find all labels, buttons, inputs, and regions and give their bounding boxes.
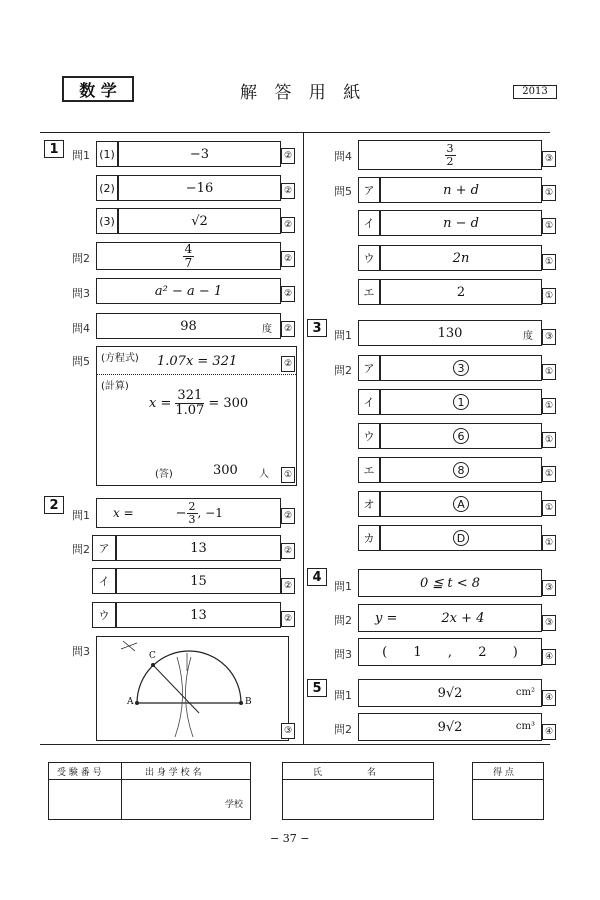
s3-q2-o-value: A [453, 496, 469, 512]
s4-q3-points: ④ [542, 649, 556, 665]
s2-q1-points: ② [281, 508, 295, 524]
s1-q1-1-sub: (1) [96, 141, 118, 167]
s5-q1-answer[interactable] [358, 679, 542, 707]
s4-q2-lhs: y = [375, 610, 398, 626]
s4-q1-points: ③ [542, 580, 556, 596]
s5-q2-points: ④ [542, 724, 556, 740]
s1-q4-label: 問4 [72, 322, 90, 335]
s2-q2-a-value: 13 [190, 540, 207, 556]
s3-q2-a-points: ① [542, 364, 556, 380]
s1-q2-fraction [183, 243, 195, 269]
s1-r-q4-points: ③ [542, 151, 556, 167]
s3-q2-ka-answer[interactable] [380, 525, 542, 551]
s1-q5-equation: 1.07x = 321 [157, 354, 238, 369]
s3-q2-u-value: 6 [453, 428, 469, 444]
page-title: 解 答 用 紙 [240, 83, 367, 103]
section-5-number: 5 [307, 679, 327, 697]
s1-q5-calc-denominator: 1.07 [175, 402, 205, 418]
s2-q3-points: ③ [281, 723, 295, 739]
s1-q1-1-points: ② [281, 148, 295, 164]
section-4-number: 4 [307, 568, 327, 586]
geometry-construction [97, 637, 290, 742]
s5-q1-label: 問1 [334, 689, 352, 702]
s3-q1-label: 問1 [334, 329, 352, 342]
s1-r-q4-answer[interactable] [358, 140, 542, 170]
s1-q3-points: ② [281, 286, 295, 302]
s1-q5-equation-label: (方程式) [101, 353, 139, 364]
s1-r-q5-a-answer[interactable] [380, 177, 542, 203]
s3-q2-o-sub: オ [358, 491, 380, 517]
s4-q1-label: 問1 [334, 580, 352, 593]
s3-q1-points: ③ [542, 329, 556, 345]
s4-q1-answer[interactable] [358, 569, 542, 597]
school-label: 出 身 学 校 名 [145, 768, 202, 778]
s2-q1-fraction [187, 501, 198, 525]
s1-r-q5-a-value: n + d [443, 182, 479, 198]
page-number: − 37 − [270, 832, 310, 845]
point-b-label: B [245, 697, 252, 707]
s2-q2-a-answer[interactable] [116, 535, 281, 561]
s1-q3-answer[interactable] [96, 278, 281, 304]
s2-q1-lhs: x = [113, 506, 134, 520]
s1-q5-label: 問5 [72, 355, 90, 368]
s1-q1-2-answer[interactable] [118, 175, 281, 201]
s1-q4-answer[interactable] [96, 313, 281, 339]
s1-r-q5-label: 問5 [334, 185, 352, 198]
s1-r-q5-i-points: ① [542, 218, 556, 234]
subject-box [62, 76, 134, 102]
s1-r-q5-u-answer[interactable] [380, 245, 542, 271]
s1-q1-3-points: ② [281, 217, 295, 233]
s2-q1-answer[interactable] [96, 498, 281, 528]
s3-q2-ka-points: ① [542, 535, 556, 551]
s1-q2-label: 問2 [72, 252, 90, 265]
s5-q2-answer[interactable] [358, 713, 542, 741]
s5-q1-unit: cm² [515, 687, 535, 698]
s2-q2-u-value: 13 [190, 607, 207, 623]
s2-q1-numerator: 2 [188, 499, 196, 513]
s3-q2-label: 問2 [334, 364, 352, 377]
s1-q5-calc-rhs: = 300 [208, 395, 249, 411]
column-divider [303, 132, 304, 744]
s1-q5-dotted-divider [97, 374, 296, 375]
s1-r-q5-u-sub: ウ [358, 245, 380, 271]
s1-q2-answer[interactable] [96, 242, 281, 270]
exam-info-divider [121, 763, 122, 819]
bottom-rule [40, 744, 550, 745]
s3-q2-i-value: 1 [453, 394, 469, 410]
s2-q2-i-points: ② [281, 578, 295, 594]
s3-q2-u-sub: ウ [358, 423, 380, 449]
s4-q3-label: 問3 [334, 648, 352, 661]
s3-q2-i-points: ① [542, 398, 556, 414]
s2-q1-rest: , −1 [197, 506, 223, 520]
s3-q1-answer[interactable] [358, 320, 542, 346]
s4-q3-close: ) [512, 644, 518, 660]
score-label: 得 点 [493, 768, 514, 778]
s4-q2-points: ③ [542, 615, 556, 631]
s1-r-q5-e-sub: エ [358, 279, 380, 305]
s1-r-q5-e-value: 2 [456, 284, 466, 300]
s5-q2-value: 9√2 [437, 719, 463, 735]
s3-q2-a-value: 3 [453, 360, 469, 376]
s1-q5-answer-unit: 人 [259, 469, 269, 480]
s2-q2-i-sub: イ [92, 568, 116, 594]
s1-r-q5-e-answer[interactable] [380, 279, 542, 305]
s2-q1-label: 問1 [72, 509, 90, 522]
s2-q1-denominator: 3 [188, 512, 196, 526]
s1-r-q5-i-value: n − d [443, 215, 479, 231]
s3-q2-i-sub: イ [358, 389, 380, 415]
s1-q5-calc-lhs: x = [149, 395, 172, 411]
s1-r-q5-i-sub: イ [358, 210, 380, 236]
s2-q2-u-answer[interactable] [116, 602, 281, 628]
s4-q2-answer[interactable] [358, 604, 542, 632]
s1-r-q5-i-answer[interactable] [380, 210, 542, 236]
s3-q2-u-answer[interactable] [380, 423, 542, 449]
s4-q2-label: 問2 [334, 614, 352, 627]
s4-q2-rhs: 2x + 4 [441, 610, 485, 626]
year-box: 2013 [513, 85, 557, 99]
s1-q1-2-points: ② [281, 183, 295, 199]
s3-q2-a-sub: ア [358, 355, 380, 381]
s5-q1-value: 9√2 [437, 685, 463, 701]
score-input[interactable] [474, 780, 542, 818]
s1-q5-calculation [149, 389, 248, 417]
s2-q2-i-answer[interactable] [116, 568, 281, 594]
s4-q3-b: 2 [478, 644, 487, 660]
s2-q2-i-value: 15 [190, 573, 207, 589]
s4-q3-comma: , [447, 644, 453, 660]
s1-q5-ans-points: ① [281, 467, 295, 483]
section-2-number: 2 [44, 496, 64, 514]
s2-q2-u-points: ② [281, 611, 295, 627]
exam-number-label: 受 験 番 号 [57, 768, 102, 778]
s3-q2-e-points: ① [542, 466, 556, 482]
s1-q2-points: ② [281, 251, 295, 267]
s3-q2-a-answer[interactable] [380, 355, 542, 381]
section-1-number: 1 [44, 140, 64, 158]
s1-q1-1-answer[interactable] [118, 141, 281, 167]
exam-info-table [48, 762, 251, 820]
s4-q3-a: 1 [413, 644, 422, 660]
s3-q2-e-sub: エ [358, 457, 380, 483]
s3-q2-ka-sub: カ [358, 525, 380, 551]
s1-q1-2-value: −16 [185, 180, 214, 196]
school-suffix: 学校 [225, 800, 244, 810]
subject-label: 数 学 [79, 80, 117, 100]
score-table [472, 762, 544, 820]
s4-q1-value: 0 ≦ t < 8 [419, 575, 481, 591]
s1-q5-calc-numerator: 321 [177, 388, 203, 403]
s1-r-q5-a-sub: ア [358, 177, 380, 203]
s3-q1-unit: 度 [523, 331, 533, 342]
s1-q4-points: ② [281, 321, 295, 337]
s2-q3-label: 問3 [72, 645, 90, 658]
s3-q2-i-answer[interactable] [380, 389, 542, 415]
s1-q5-eq-points: ② [281, 356, 295, 372]
s1-q2-numerator: 4 [184, 241, 193, 256]
s2-q2-a-sub: ア [92, 535, 116, 561]
s1-r-q4-numerator: 3 [446, 141, 454, 155]
name-input[interactable] [284, 780, 432, 818]
s1-q1-1-value: −3 [189, 146, 210, 162]
exam-number-input[interactable] [50, 780, 120, 818]
s1-r-q5-u-value: 2n [452, 250, 470, 266]
s1-q2-denominator: 7 [184, 255, 193, 270]
s1-q1-2-sub: (2) [96, 175, 118, 201]
name-label: 氏 名 [313, 768, 377, 778]
s4-q3-open: ( [382, 644, 388, 660]
s3-q2-o-answer[interactable] [380, 491, 542, 517]
s1-q5-answer-value: 300 [213, 463, 238, 478]
s3-q2-e-value: 8 [453, 462, 469, 478]
s1-q5-answer-label: (答) [155, 469, 173, 480]
s5-q1-points: ④ [542, 690, 556, 706]
s1-q5-calc-fraction [175, 389, 204, 417]
s1-q5-calc-label: (計算) [101, 381, 129, 392]
s1-r-q5-a-points: ① [542, 185, 556, 201]
s1-r-q4-denominator: 2 [446, 154, 454, 168]
s2-q2-a-points: ② [281, 543, 295, 559]
point-c-label: C [149, 651, 156, 661]
s2-q2-u-sub: ウ [92, 602, 116, 628]
s1-r-q5-e-points: ① [542, 288, 556, 304]
s1-q4-value: 98 [180, 318, 197, 334]
s3-q2-u-points: ① [542, 432, 556, 448]
s3-q1-value: 130 [437, 325, 463, 341]
s1-q5-answer-area[interactable] [96, 346, 297, 486]
s1-q3-value: a² − a − 1 [154, 283, 223, 299]
s1-r-q4-fraction [445, 143, 456, 167]
s1-r-q4-label: 問4 [334, 150, 352, 163]
s1-q1-3-value: √2 [191, 213, 208, 229]
s3-q2-o-points: ① [542, 500, 556, 516]
s3-q2-e-answer[interactable] [380, 457, 542, 483]
s1-q1-3-sub: (3) [96, 208, 118, 234]
s1-q3-label: 問3 [72, 287, 90, 300]
s1-r-q5-u-points: ① [542, 254, 556, 270]
s2-q3-construction-area[interactable] [96, 636, 289, 741]
s5-q2-label: 問2 [334, 723, 352, 736]
s1-q1-label: 問1 [72, 149, 90, 162]
header-rule [40, 132, 550, 133]
point-a-label: A [127, 697, 134, 707]
section-3-number: 3 [307, 319, 327, 337]
s5-q2-unit: cm³ [515, 721, 535, 732]
s4-q3-answer[interactable] [358, 638, 542, 666]
s3-q2-ka-value: D [453, 530, 469, 546]
s1-q1-3-answer[interactable] [118, 208, 281, 234]
s2-q2-label: 問2 [72, 543, 90, 556]
s1-q4-unit: 度 [262, 324, 272, 335]
s2-q1-sign: − [175, 505, 187, 521]
name-table [282, 762, 434, 820]
